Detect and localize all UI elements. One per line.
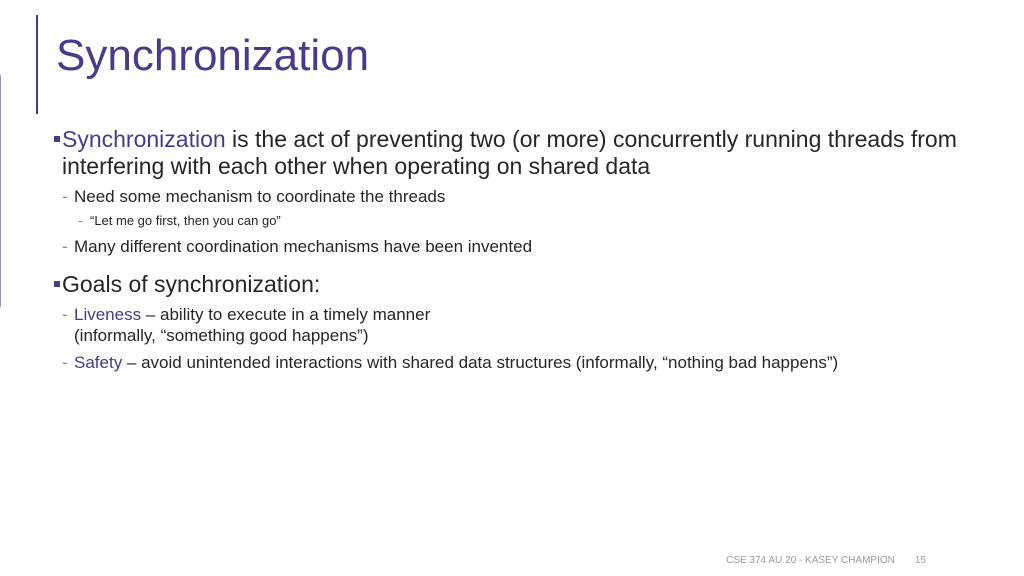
slide-footer xyxy=(726,555,926,566)
sub-sub-bullet-text: “Let me go first, then you can go” xyxy=(90,213,281,228)
liveness-informal-text: (informally, “something good happens”) xyxy=(74,326,369,345)
square-bullet-icon xyxy=(54,281,60,287)
sub-sub-bullet-let-me-go xyxy=(78,212,994,230)
dash-bullet-icon: - xyxy=(62,237,68,256)
footer-course: CSE 374 AU 20 - KASEY CHAMPION xyxy=(726,555,895,566)
sub-bullet-text: Many different coordination mechanisms have been invented xyxy=(74,237,533,256)
sub-bullet-liveness xyxy=(62,304,994,346)
left-edge-line xyxy=(0,75,1,307)
sub-bullet-mechanisms xyxy=(62,236,994,257)
bullet-goals xyxy=(54,271,994,298)
term-safety: Safety xyxy=(74,353,123,372)
square-bullet-icon xyxy=(54,136,60,142)
safety-text: – avoid unintended interactions with shared data structures (informally, “nothing bad happens”) xyxy=(122,353,839,372)
dash-bullet-icon: - xyxy=(62,305,68,324)
term-synchronization: Synchronization xyxy=(62,126,226,152)
goals-heading-text: Goals of synchronization: xyxy=(62,271,321,297)
slide-content xyxy=(54,126,994,373)
sub-bullet-safety xyxy=(62,352,994,373)
slide-title: Synchronization xyxy=(56,31,370,80)
term-liveness: Liveness xyxy=(74,305,142,324)
definition-text: is the act of preventing two (or more) concurrently running threads from interfering with each other when operating on shared data xyxy=(62,126,957,179)
sub-bullet-text: Need some mechanism to coordinate the threads xyxy=(74,187,446,206)
sub-bullet-coordinate xyxy=(62,186,994,207)
title-accent-bar xyxy=(36,15,38,114)
dash-bullet-icon: - xyxy=(62,187,68,206)
bullet-synchronization-definition xyxy=(54,126,994,180)
page-number: 15 xyxy=(914,555,926,566)
dash-bullet-icon: - xyxy=(62,353,68,372)
dash-bullet-icon: - xyxy=(78,213,83,228)
liveness-text: – ability to execute in a timely manner xyxy=(141,305,431,324)
